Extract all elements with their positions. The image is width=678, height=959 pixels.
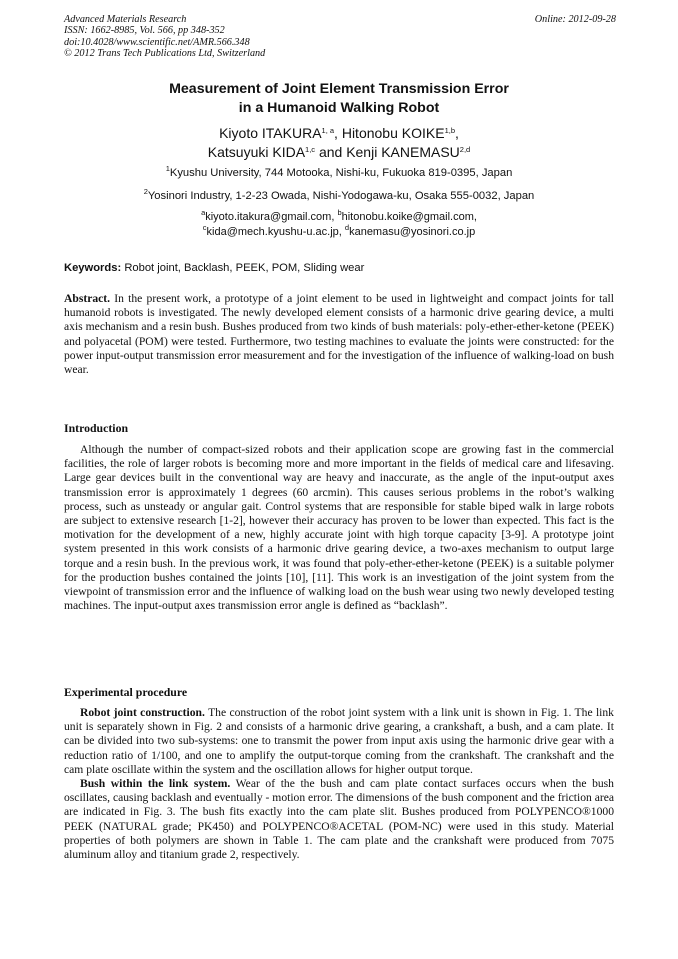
email-sup: c: [202, 222, 207, 232]
affil-text: Yosinori Industry, 1-2-23 Owada, Nishi-Yodogawa-ku, Osaka 555-0032, Japan: [147, 190, 535, 202]
author-line-1: Kiyoto ITAKURA$^{1, a}$, Hitonobu KOIKE$^{1,b}$,: [219, 125, 459, 141]
paragraph-text: Wear of the the bush and cam plate contact surfaces occurs when the bush oscillates, causing backlash and eventually - motion error. The dimensions of the bush component and the friction area are indicated in Fig. 3. The bush fits exactly into the cam plate slit. Bushes produced from POLYPENCO®1000 PEEK (NATURAL grade; PK450) and POLYPENCO®ACETAL (POM-NC) were used in this study. Material properties of both polymers are shown in Table 1. The cam plate and the crankshaft were produced from 7075 aluminum alloy and titanium grade 2, respectively.: [64, 777, 615, 862]
affiliation-2: [64, 189, 614, 203]
experimental-section: [64, 706, 614, 862]
email-link[interactable]: kanemasu@yosinori.co.jp: [349, 225, 476, 238]
journal-header: [64, 14, 616, 60]
author-emails: [64, 210, 614, 239]
paragraph-lead: Robot joint construction.: [80, 706, 205, 719]
author-affil-sup: 1,c: [305, 145, 316, 154]
paragraph-lead: Bush within the link system.: [80, 777, 231, 791]
section-heading-introduction: Introduction: [64, 421, 129, 435]
keywords-text: Robot joint, Backlash, PEEK, POM, Sliding wear: [124, 262, 365, 274]
title-line-2: in a Humanoid Walking Robot: [238, 100, 440, 116]
author-name: Kenji KANEMASU: [346, 144, 460, 160]
online-date: Online: 2012-09-28: [534, 14, 616, 25]
author-affil-sup: 1, a: [321, 126, 335, 135]
paragraph-bush: [64, 777, 614, 862]
email-sup: b: [337, 208, 342, 217]
paper-title: [64, 80, 614, 118]
author-affil-sup: 1,b: [444, 126, 455, 135]
email-link[interactable]: kiyoto.itakura@gmail.com,: [205, 211, 335, 223]
journal-name: Advanced Materials Research: [64, 14, 187, 25]
paragraph-robot-joint: [64, 706, 614, 777]
introduction-paragraph: Although the number of compact-sized robots and their application scope are growing fast in the commercial facilities, the role of larger robots is becoming more and more important in the fields of medical care and lifesaving. Large gear devices built in the conventional way are heavy and inaccurate, as the angle of the input-output axes transmission error is approximately 1 degrees (60 arcmin). This causes serious problems in the robot’s walking process, such as unsteady or angular gait. Control systems that are responsible for stable biped walk in large robots are subject to extensive research [1-2], however their accuracy has proven to be lower than expected. This fact is the motivation for the development of a new, highly accurate joint with high torque capacity [3-9]. A prototype joint system presented in this work consists of a harmonic drive gearing device, a two-axes mechanism to output large torque and a resin bush. In the previous work, it was found that poly-ether-ether-ketone (PEEK) is a suitable polymer for the production bushes contained the joints [10], [11]. This work is an investigation of the joint system from the viewpoint of transmission error and the influence of walking load on the bush wear using two newly developed testing machines. The input-output axes transmission error angle is defined as “backlash”.: [64, 443, 614, 613]
affil-text: Kyushu University, 744 Motooka, Nishi-ku, Fukuoka 819-0395, Japan: [169, 167, 513, 179]
email-sup: a: [201, 208, 206, 217]
author-name: Hitonobu KOIKE: [341, 125, 445, 141]
email-sup: d: [344, 222, 350, 232]
affiliation-1: [64, 166, 614, 180]
keywords-label: Keywords:: [64, 262, 122, 274]
author-name: Katsuyuki KIDA: [207, 144, 306, 160]
author-and: and: [318, 144, 343, 160]
keywords: [64, 261, 616, 275]
email-link[interactable]: kida@mech.kyushu-u.ac.jp,: [206, 225, 342, 238]
copyright-line: © 2012 Trans Tech Publications Ltd, Switzerland: [64, 48, 266, 60]
issn-line: ISSN: 1662-8985, Vol. 566, pp 348-352: [64, 25, 225, 37]
affil-sup: 1: [165, 164, 170, 173]
title-line-1: Measurement of Joint Element Transmission Error: [169, 81, 509, 97]
doi-line: doi:10.4028/www.scientific.net/AMR.566.348: [64, 36, 250, 48]
abstract-text: In the present work, a prototype of a joint element to be used in lightweight and compact joints for tall humanoid robots is investigated. The newly developed element consists of a harmonic drive gearing device, a multi axis mechanism and a resin bush. Bushes produced from two kinds of bush materials: poly-ether-ether-ketone (PEEK) and polyacetal (POM) were tested. Furthermore, two testing machines to evaluate the joints were constructed: for the power input-output transmission error measurement and for the investigation of the influence of walking-load on bush wear.: [64, 292, 614, 377]
paragraph-text: The construction of the robot joint system with a link unit is shown in Fig. 1. The link unit is separately shown in Fig. 2 and consists of a harmonic drive gearing, a crankshaft, a bush, and a cam plate. It can be divided into two sub-systems: one to transmit the power from input axis using the harmonic drive gear with a reduction ratio of 1/100, and one to amplify the output-torque coming from the crankshaft. The crankshaft and the cam plate oscillate within the system and the oscillation allows for higher output torque.: [64, 706, 614, 776]
affil-sup: 2: [143, 187, 148, 196]
email-line-1: [64, 210, 614, 225]
email-link[interactable]: hitonobu.koike@gmail.com,: [341, 211, 477, 223]
author-affil-sup: 2,d: [459, 145, 471, 154]
abstract: [64, 292, 614, 377]
section-heading-experimental: Experimental procedure: [64, 685, 188, 699]
author-list: [64, 124, 614, 162]
email-line-2: [64, 222, 614, 240]
abstract-label: Abstract.: [64, 292, 111, 305]
author-line-2: [64, 143, 614, 162]
author-name: Kiyoto ITAKURA: [219, 125, 322, 141]
